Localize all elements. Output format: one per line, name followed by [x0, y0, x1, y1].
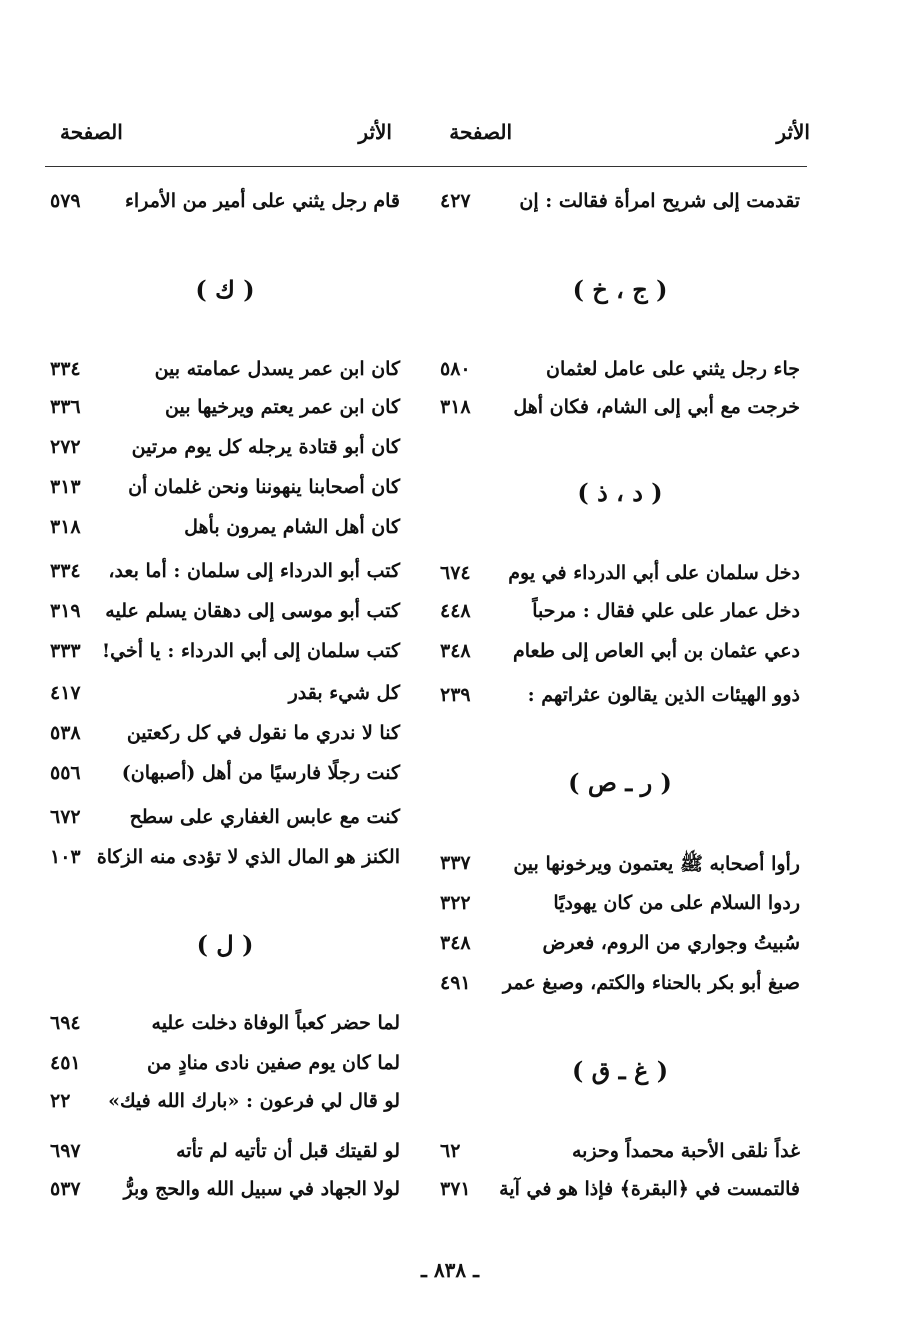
index-entry [440, 562, 800, 596]
entry-text: كان ابن عمر يعتم ويرخيها بين [165, 396, 400, 418]
left-col-title: الأثر [358, 120, 392, 144]
index-entry [50, 1090, 400, 1124]
entry-text: كان أهل الشام يمرون بأهل [184, 516, 400, 538]
index-entry [440, 1140, 800, 1174]
index-entry [50, 516, 400, 550]
column-header [40, 120, 810, 156]
entry-text: دخل عمار على علي فقال : مرحباً [532, 600, 800, 622]
index-entry [50, 682, 400, 716]
entry-text: لولا الجهاد في سبيل الله والحج وبرُّ [123, 1178, 400, 1200]
entry-page-number: ٣١٩ [50, 600, 81, 622]
index-entry [50, 640, 400, 674]
entry-text: كان ابن عمر يسدل عمامته بين [154, 358, 400, 380]
entry-page-number: ٥٥٦ [50, 762, 81, 784]
letter-group-heading: ( ل ) [196, 930, 254, 959]
entry-text: فالتمست في ﴿البقرة﴾ فإذا هو في آية [499, 1178, 800, 1200]
entry-page-number: ٥٣٨ [50, 722, 81, 744]
entry-page-number: ٤٢٧ [440, 190, 471, 212]
header-rule [45, 166, 807, 167]
entry-text: كنت رجلًا فارسيًا من أهل (أصبهان) [121, 762, 400, 784]
letter-group-heading: ( ج ، خ ) [572, 275, 668, 304]
index-entry [50, 436, 400, 470]
letter-group-heading: ( ك ) [195, 275, 255, 304]
left-col-page-label: الصفحة [60, 120, 123, 144]
entry-text: سُبيتُ وجواري من الروم، فعرض [542, 932, 800, 954]
index-entry [440, 932, 800, 966]
index-entry [50, 1178, 400, 1212]
entry-text: لو لقيتك قبل أن تأتيه لم تأته [176, 1140, 400, 1162]
entry-text: صبغ أبو بكر بالحناء والكتم، وصبغ عمر [502, 972, 800, 994]
index-entry [50, 1012, 400, 1046]
entry-text: الكنز هو المال الذي لا تؤدى منه الزكاة [96, 846, 400, 868]
entry-page-number: ٣٣٤ [50, 560, 81, 582]
entry-page-number: ٦٢ [440, 1140, 461, 1162]
right-col-page-label: الصفحة [449, 120, 512, 144]
entry-page-number: ٣٣٣ [50, 640, 81, 662]
entry-page-number: ٣١٨ [50, 516, 81, 538]
entry-page-number: ٤٤٨ [440, 600, 471, 622]
letter-group-heading: ( ر ـ ص ) [568, 768, 672, 797]
index-entry [50, 846, 400, 880]
entry-page-number: ٦٩٧ [50, 1140, 81, 1162]
index-entry [50, 1052, 400, 1086]
index-entry [440, 684, 800, 718]
entry-page-number: ٥٣٧ [50, 1178, 81, 1200]
entry-text: خرجت مع أبي إلى الشام، فكان أهل [513, 396, 800, 418]
entry-page-number: ٦٩٤ [50, 1012, 81, 1034]
entry-page-number: ٣٣٧ [440, 852, 471, 874]
entry-page-number: ٣٤٨ [440, 640, 471, 662]
entry-text: لما حضر كعباً الوفاة دخلت عليه [151, 1012, 400, 1034]
entry-page-number: ٣٧١ [440, 1178, 471, 1200]
entry-text: كتب أبو الدرداء إلى سلمان : أما بعد، [108, 560, 400, 582]
index-entry [440, 892, 800, 926]
entry-page-number: ٣١٨ [440, 396, 471, 418]
entry-text: جاء رجل يثني على عامل لعثمان [545, 358, 800, 380]
entry-text: لما كان يوم صفين نادى منادٍ من [146, 1052, 400, 1074]
entry-page-number: ٣٣٦ [50, 396, 81, 418]
index-entry [50, 560, 400, 594]
index-entry [50, 476, 400, 510]
entry-page-number: ٣٤٨ [440, 932, 471, 954]
entry-page-number: ٢٣٩ [440, 684, 471, 706]
index-entry [440, 358, 800, 392]
entry-page-number: ١٠٣ [50, 846, 81, 868]
page-number: ـ ٨٣٨ ـ [421, 1258, 479, 1282]
index-entry [440, 190, 800, 224]
index-entry [50, 1140, 400, 1174]
entry-text: غداً نلقى الأحبة محمداً وحزبه [571, 1140, 800, 1162]
entry-text: كل شيء بقدر [288, 682, 400, 704]
entry-text: دخل سلمان على أبي الدرداء في يوم [508, 562, 800, 584]
entry-text: رأوا أصحابه ﷺ يعتمون ويرخونها بين [513, 853, 800, 875]
entry-page-number: ٣٣٤ [50, 358, 81, 380]
letter-group-heading: ( غ ـ ق ) [571, 1056, 669, 1085]
index-entry [440, 640, 800, 674]
entry-page-number: ٥٧٩ [50, 190, 81, 212]
entry-text: كتب سلمان إلى أبي الدرداء : يا أخي! [101, 640, 400, 662]
right-col-title: الأثر [776, 120, 810, 144]
entry-page-number: ٦٧٤ [440, 562, 471, 584]
letter-group-heading: ( د ، ذ ) [577, 478, 663, 507]
index-entry [440, 972, 800, 1006]
index-entry [440, 1178, 800, 1212]
index-entry [50, 806, 400, 840]
index-entry [440, 396, 800, 430]
entry-page-number: ٤٥١ [50, 1052, 81, 1074]
index-entry [50, 600, 400, 634]
entry-page-number: ٥٨٠ [440, 358, 471, 380]
index-entry [50, 190, 400, 224]
index-entry [50, 396, 400, 430]
entry-page-number: ٤١٧ [50, 682, 81, 704]
entry-text: كنا لا ندري ما نقول في كل ركعتين [126, 722, 400, 744]
index-entry [50, 358, 400, 392]
entry-text: ردوا السلام على من كان يهوديًا [553, 892, 800, 914]
entry-text: كان أصحابنا ينهوننا ونحن غلمان أن [128, 476, 400, 498]
entry-text: قام رجل يثني على أمير من الأمراء [125, 190, 400, 212]
entry-text: لو قال لي فرعون : «بارك الله فيك» [108, 1090, 400, 1112]
entry-text: كنت مع عابس الغفاري على سطح [129, 806, 400, 828]
index-entry [50, 762, 400, 796]
entry-page-number: ٢٧٢ [50, 436, 81, 458]
entry-page-number: ٢٢ [50, 1090, 71, 1112]
index-entry [440, 852, 800, 886]
entry-text: كان أبو قتادة يرجله كل يوم مرتين [131, 436, 400, 458]
entry-text: ذوو الهيئات الذين يقالون عثراتهم : [527, 684, 800, 706]
entry-text: كتب أبو موسى إلى دهقان يسلم عليه [105, 600, 400, 622]
entry-page-number: ٤٩١ [440, 972, 471, 994]
index-entry [50, 722, 400, 756]
entry-text: دعي عثمان بن أبي العاص إلى طعام [512, 640, 800, 662]
entry-page-number: ٣١٣ [50, 476, 81, 498]
entry-text: تقدمت إلى شريح امرأة فقالت : إن [519, 190, 800, 212]
entry-page-number: ٦٧٢ [50, 806, 81, 828]
entry-page-number: ٣٢٢ [440, 892, 471, 914]
index-entry [440, 600, 800, 634]
